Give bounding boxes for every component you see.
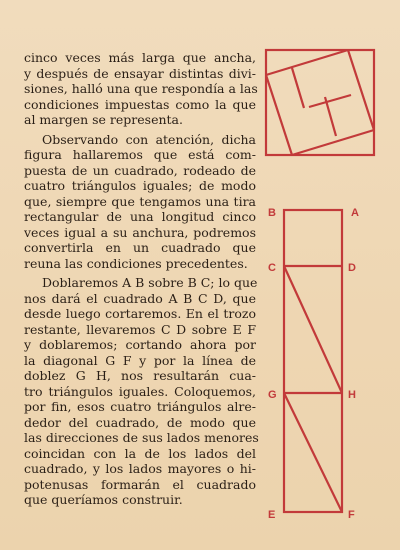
text-line: dedor del cuadrado, de modo que <box>24 414 256 430</box>
text-line: la diagonal G F y por la línea de <box>24 352 256 368</box>
text-line: que, siempre que tengamos una tira <box>24 193 256 209</box>
text-line: coincidan con la de los lados del <box>24 445 256 461</box>
label-b: B <box>268 207 276 219</box>
text-line: cinco veces más larga que ancha, <box>24 50 256 65</box>
paragraph-1 <box>24 50 256 128</box>
inner-square-edge <box>292 68 304 108</box>
text-line: rectangular de una longitud cinco <box>24 209 256 224</box>
outer-square <box>266 50 374 155</box>
text-line: Doblaremos A B sobre B C; lo que <box>42 275 258 290</box>
text-line: desde luego cortaremos. En el trozo <box>24 306 256 321</box>
label-g: G <box>268 389 277 401</box>
paragraph-2 <box>24 132 256 272</box>
label-h: H <box>348 389 356 401</box>
text-line: reuna las condiciones precedentes. <box>24 255 248 271</box>
text-line: y después de ensayar distintas divi- <box>24 65 256 81</box>
assembled-square-figure <box>262 46 380 160</box>
text-line: doblez G H, nos resultarán cua- <box>24 368 256 383</box>
label-d: D <box>348 262 356 274</box>
hypotenuse-line <box>292 130 374 155</box>
text-line: siones, halló una que respondía a las <box>24 81 258 96</box>
strip-figure <box>262 200 380 530</box>
text-line: puesta de un cuadrado, rodeado de <box>24 162 256 178</box>
label-e: E <box>268 509 276 521</box>
text-line: figura hallaremos que está com- <box>24 147 256 162</box>
inner-square-edge <box>309 95 351 107</box>
text-line: cuatro triángulos iguales; de modo <box>24 178 256 193</box>
text-line: condiciones impuestas como la que <box>24 96 256 112</box>
hypotenuse-line <box>266 50 348 75</box>
label-c: C <box>268 262 276 274</box>
text-line: y doblaremos; cortando ahora por <box>24 337 256 352</box>
text-line: las direcciones de sus lados menores <box>24 430 259 445</box>
label-f: F <box>348 509 355 521</box>
text-line: restante, llevaremos C D sobre E F <box>24 321 256 337</box>
paragraph-3 <box>24 275 259 508</box>
text-line: cuadrado, y los lados mayores o hi- <box>24 461 256 476</box>
text-line: veces igual a su anchura, podremos <box>24 224 256 240</box>
strip-rectangle <box>284 210 342 512</box>
label-a: A <box>351 207 359 219</box>
hypotenuse-line <box>266 75 292 155</box>
text-line: convertirla en un cuadrado que <box>24 240 256 255</box>
text-line: nos dará el cuadrado A B C D, que <box>24 290 256 306</box>
text-line: Observando con atención, dicha <box>42 131 256 147</box>
text-line: al margen se representa. <box>24 112 183 127</box>
text-line: tro triángulos iguales. Coloquemos, <box>24 383 256 399</box>
diagonal-line <box>284 266 342 393</box>
hypotenuse-line <box>348 50 374 130</box>
text-line: por fin, esos cuatro triángulos alre- <box>24 399 256 414</box>
inner-square-edge <box>325 97 336 136</box>
diagonal-line-gf <box>284 393 342 512</box>
text-line: potenusas formarán el cuadrado <box>24 476 256 492</box>
body-text <box>24 50 259 508</box>
text-line: que queríamos construir. <box>24 492 183 507</box>
